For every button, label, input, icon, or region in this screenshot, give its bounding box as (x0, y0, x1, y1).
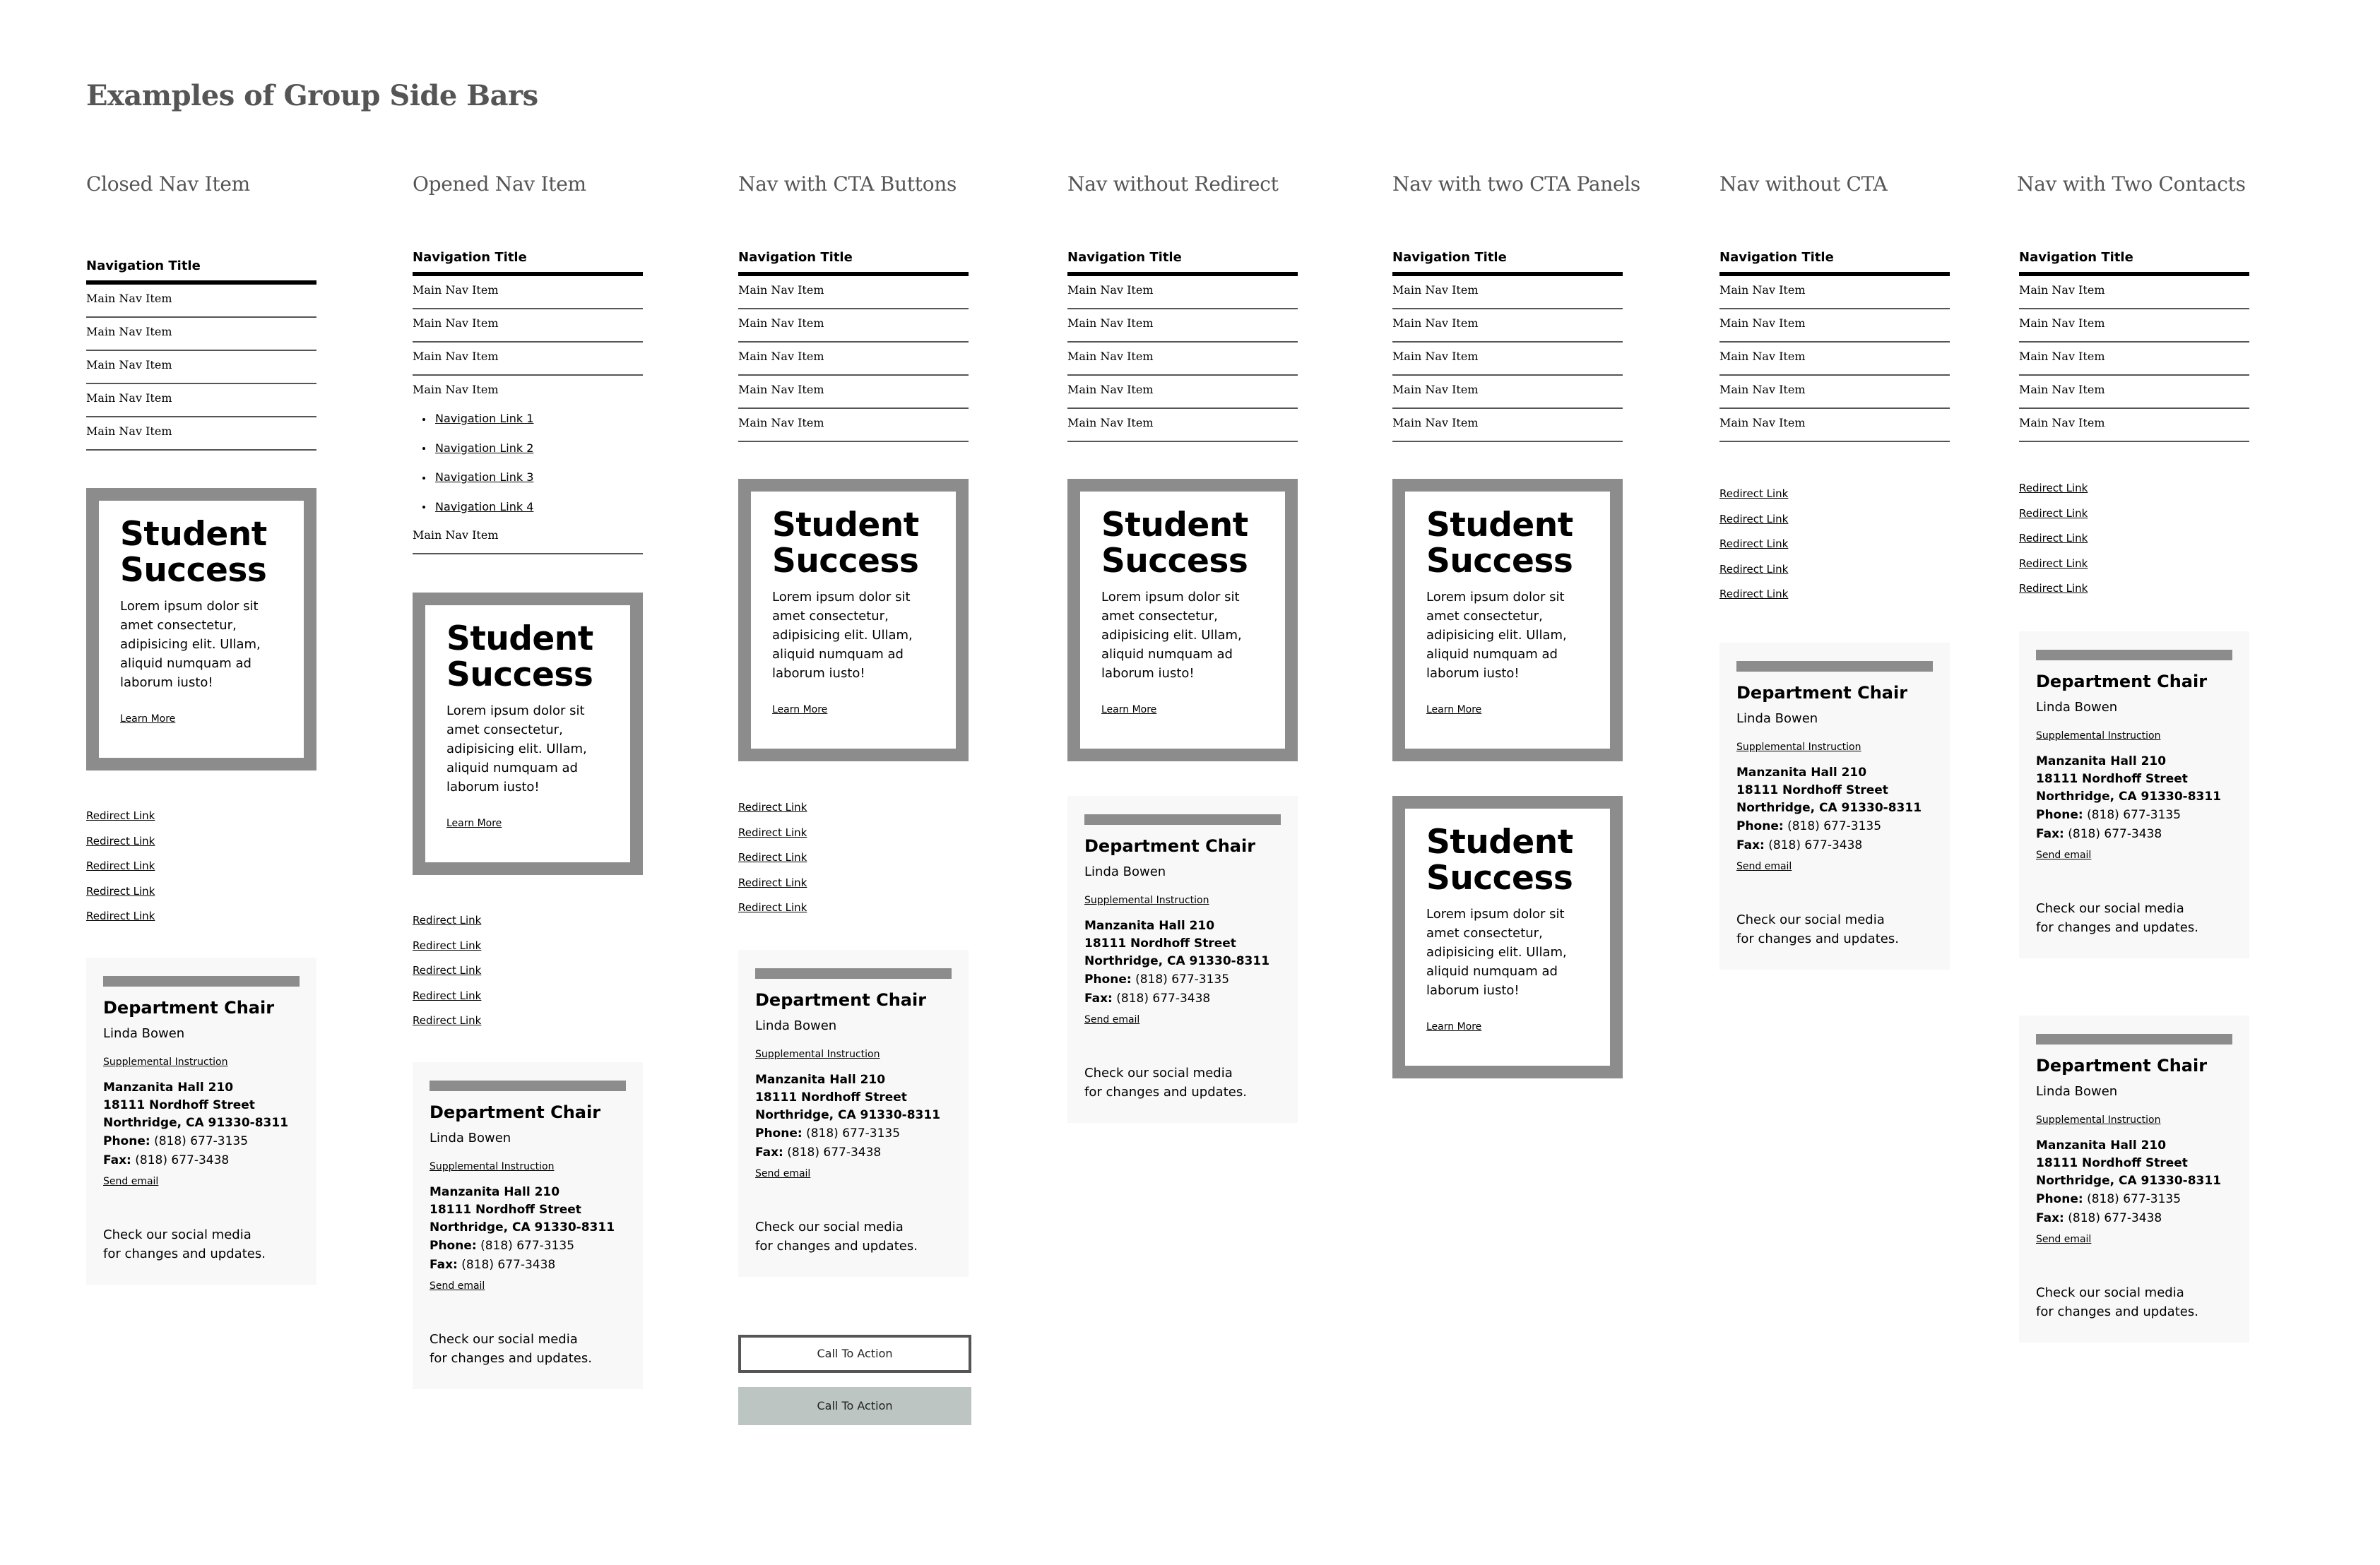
contact-accent-bar (755, 968, 952, 979)
main-nav-item[interactable]: Main Nav Item (86, 351, 316, 384)
learn-more-link[interactable]: Learn More (772, 704, 828, 715)
bullet-icon (422, 418, 425, 421)
call-to-action-filled-button[interactable]: Call To Action (738, 1387, 971, 1425)
cta-title: Student Success (446, 619, 593, 694)
send-email-link[interactable]: Send email (430, 1280, 485, 1292)
send-email-link[interactable]: Send email (755, 1168, 811, 1179)
main-nav-item[interactable]: Main Nav Item (1067, 276, 1298, 309)
contact-accent-bar (103, 976, 300, 987)
sub-nav-item (413, 434, 643, 463)
sub-nav-item (413, 492, 643, 522)
redirect-link[interactable]: Redirect Link (738, 901, 807, 914)
redirect-links (86, 805, 316, 931)
contact-phone: Phone: (818) 677-3135 (103, 1134, 249, 1148)
contact-fax: Fax: (818) 677-3438 (103, 1153, 230, 1167)
redirect-link[interactable]: Redirect Link (86, 884, 155, 898)
contact-card (1067, 796, 1298, 1123)
contact-address: Manzanita Hall 210 18111 Nordhoff Street Northridge, CA 91330-8311 (2036, 754, 2222, 804)
contact-name: Linda Bowen (1084, 864, 1166, 879)
contact-fax: Fax: (818) 677-3438 (755, 1146, 882, 1160)
contact-card (2019, 631, 2249, 958)
main-nav-item[interactable]: Main Nav Item (413, 521, 643, 554)
cta-body: Lorem ipsum dolor sit amet consectetur, adipisicing elit. Ullam, aliquid numquam ad laborum iusto! (772, 590, 913, 681)
main-nav-item[interactable]: Main Nav Item (1067, 376, 1298, 409)
cta-title: Student Success (120, 515, 267, 590)
column-heading-cta-buttons: Nav with CTA Buttons (738, 172, 957, 196)
main-nav-item[interactable]: Main Nav Item (738, 309, 969, 343)
cta-panel-second (1392, 796, 1623, 1078)
send-email-link[interactable]: Send email (1084, 1014, 1140, 1025)
column-heading-two-contacts: Nav with Two Contacts (2017, 172, 2246, 196)
column-heading-without-redirect: Nav without Redirect (1067, 172, 1279, 196)
contact-title: Department Chair (1084, 836, 1256, 856)
redirect-links (2019, 477, 2249, 603)
main-nav-item[interactable]: Main Nav Item (1719, 376, 1950, 409)
contact-title: Department Chair (1736, 683, 1908, 703)
cta-body: Lorem ipsum dolor sit amet consectetur, adipisicing elit. Ullam, aliquid numquam ad laborum iusto! (120, 599, 261, 690)
redirect-links (413, 910, 643, 1035)
nav-title: Navigation Title (738, 250, 969, 276)
main-nav-item[interactable]: Main Nav Item (1719, 276, 1950, 309)
cta-panel (1392, 479, 1623, 761)
navigation-link-2[interactable]: Navigation Link 2 (435, 441, 534, 455)
contact-card (86, 958, 316, 1285)
bullet-icon (422, 447, 425, 450)
learn-more-link[interactable]: Learn More (446, 818, 502, 829)
contact-address: Manzanita Hall 210 18111 Nordhoff Street Northridge, CA 91330-8311 (2036, 1138, 2222, 1188)
redirect-link[interactable]: Redirect Link (86, 859, 155, 872)
contact-social-note: Check our social media for changes and updates. (103, 1227, 266, 1261)
contact-fax: Fax: (818) 677-3438 (2036, 1211, 2162, 1225)
main-nav-item[interactable]: Main Nav Item (1392, 409, 1623, 442)
send-email-link[interactable]: Send email (2036, 850, 2092, 861)
send-email-link[interactable]: Send email (2036, 1234, 2092, 1245)
redirect-link[interactable]: Redirect Link (413, 939, 482, 952)
redirect-link[interactable]: Redirect Link (738, 801, 807, 814)
sidebar-two-cta-panels (1392, 250, 1623, 442)
navigation-link-3[interactable]: Navigation Link 3 (435, 470, 534, 484)
redirect-link[interactable]: Redirect Link (86, 834, 155, 847)
contact-social-note: Check our social media for changes and updates. (2036, 1285, 2198, 1319)
learn-more-link[interactable]: Learn More (1426, 1021, 1482, 1033)
bullet-icon (422, 477, 425, 480)
nav-title: Navigation Title (2019, 250, 2249, 276)
redirect-link[interactable]: Redirect Link (738, 876, 807, 889)
main-nav-item[interactable]: Main Nav Item (738, 276, 969, 309)
redirect-link[interactable]: Redirect Link (2019, 506, 2088, 520)
main-nav-item[interactable]: Main Nav Item (1392, 276, 1623, 309)
contact-social-note: Check our social media for changes and updates. (755, 1220, 918, 1254)
main-nav-item[interactable]: Main Nav Item (2019, 376, 2249, 409)
main-nav-item[interactable]: Main Nav Item (86, 318, 316, 351)
main-nav-item[interactable]: Main Nav Item (1392, 376, 1623, 409)
column-heading-opened-nav: Opened Nav Item (413, 172, 586, 196)
contact-card (413, 1062, 643, 1389)
contact-title: Department Chair (755, 990, 927, 1010)
supplemental-instruction-link[interactable]: Supplemental Instruction (430, 1161, 555, 1172)
redirect-link[interactable]: Redirect Link (413, 1014, 482, 1027)
cta-body: Lorem ipsum dolor sit amet consectetur, adipisicing elit. Ullam, aliquid numquam ad laborum iusto! (1101, 590, 1242, 681)
nav-title: Navigation Title (1719, 250, 1950, 276)
learn-more-link[interactable]: Learn More (120, 713, 176, 725)
sidebar-closed-nav (86, 258, 316, 451)
redirect-links (1719, 483, 1950, 609)
contact-social-note: Check our social media for changes and updates. (1084, 1066, 1247, 1100)
main-nav-item[interactable]: Main Nav Item (2019, 276, 2249, 309)
call-to-action-outline-button[interactable]: Call To Action (738, 1335, 971, 1373)
redirect-link[interactable]: Redirect Link (738, 851, 807, 864)
contact-phone: Phone: (818) 677-3135 (2036, 808, 2181, 822)
contact-address: Manzanita Hall 210 18111 Nordhoff Street Northridge, CA 91330-8311 (1084, 919, 1270, 968)
contact-name: Linda Bowen (2036, 700, 2118, 715)
main-nav-item[interactable]: Main Nav Item (1392, 343, 1623, 376)
redirect-link[interactable]: Redirect Link (86, 809, 155, 822)
contact-social-note: Check our social media for changes and updates. (1736, 912, 1899, 946)
cta-buttons (738, 1335, 969, 1425)
main-nav-item[interactable]: Main Nav Item (738, 376, 969, 409)
contact-card (738, 950, 969, 1277)
learn-more-link[interactable]: Learn More (1101, 704, 1157, 715)
main-nav-item[interactable]: Main Nav Item (86, 417, 316, 451)
contact-address: Manzanita Hall 210 18111 Nordhoff Street Northridge, CA 91330-8311 (103, 1081, 289, 1130)
main-nav-item[interactable]: Main Nav Item (1067, 409, 1298, 442)
nav-title: Navigation Title (86, 258, 316, 285)
contact-fax: Fax: (818) 677-3438 (1084, 992, 1211, 1006)
contact-name: Linda Bowen (1736, 711, 1818, 726)
contact-address: Manzanita Hall 210 18111 Nordhoff Street Northridge, CA 91330-8311 (755, 1073, 941, 1122)
contact-name: Linda Bowen (103, 1026, 185, 1041)
cta-title: Student Success (1426, 506, 1573, 581)
main-nav-item[interactable]: Main Nav Item (2019, 343, 2249, 376)
contact-title: Department Chair (2036, 672, 2208, 691)
column-heading-closed-nav: Closed Nav Item (86, 172, 250, 196)
redirect-link[interactable]: Redirect Link (2019, 532, 2088, 545)
main-nav-item[interactable]: Main Nav Item (86, 285, 316, 318)
cta-panel (1067, 479, 1298, 761)
redirect-link[interactable]: Redirect Link (2019, 482, 2088, 494)
contact-fax: Fax: (818) 677-3438 (430, 1258, 556, 1272)
contact-social-note: Check our social media for changes and updates. (430, 1332, 592, 1366)
contact-fax: Fax: (818) 677-3438 (1736, 838, 1863, 852)
contact-card (1719, 643, 1950, 970)
cta-panel (86, 488, 316, 770)
cta-body: Lorem ipsum dolor sit amet consectetur, adipisicing elit. Ullam, aliquid numquam ad laborum iusto! (446, 703, 587, 795)
contact-phone: Phone: (818) 677-3135 (1084, 972, 1230, 987)
contact-social-note: Check our social media for changes and updates. (2036, 901, 2198, 935)
main-nav-item[interactable]: Main Nav Item (1067, 309, 1298, 343)
cta-body: Lorem ipsum dolor sit amet consectetur, adipisicing elit. Ullam, aliquid numquam ad laborum iusto! (1426, 907, 1567, 998)
cta-title: Student Success (772, 506, 919, 581)
main-nav-item[interactable]: Main Nav Item (738, 409, 969, 442)
redirect-link[interactable]: Redirect Link (738, 826, 807, 839)
supplemental-instruction-link[interactable]: Supplemental Instruction (755, 1049, 880, 1060)
contact-name: Linda Bowen (755, 1018, 837, 1033)
redirect-link[interactable]: Redirect Link (1719, 588, 1789, 600)
contact-title: Department Chair (2036, 1056, 2208, 1076)
contact-phone: Phone: (818) 677-3135 (1736, 819, 1882, 833)
contact-phone: Phone: (818) 677-3135 (2036, 1192, 2181, 1206)
main-nav-item[interactable]: Main Nav Item (1719, 409, 1950, 442)
contact-accent-bar (1736, 661, 1933, 672)
contact-accent-bar (430, 1081, 626, 1091)
contact-card-second (2019, 1016, 2249, 1343)
supplemental-instruction-link[interactable]: Supplemental Instruction (103, 1057, 228, 1068)
contact-phone: Phone: (818) 677-3135 (430, 1239, 575, 1253)
main-nav-item[interactable]: Main Nav Item (86, 384, 316, 417)
supplemental-instruction-link[interactable]: Supplemental Instruction (1084, 895, 1209, 906)
main-nav-item[interactable]: Main Nav Item (413, 309, 643, 343)
main-nav-item[interactable]: Main Nav Item (1719, 343, 1950, 376)
column-heading-two-cta-panels: Nav with two CTA Panels (1392, 172, 1640, 196)
contact-address: Manzanita Hall 210 18111 Nordhoff Street Northridge, CA 91330-8311 (430, 1185, 615, 1234)
redirect-link[interactable]: Redirect Link (413, 914, 482, 927)
cta-title: Student Success (1101, 506, 1248, 581)
contact-fax: Fax: (818) 677-3438 (2036, 827, 2162, 841)
sub-nav-list (413, 404, 643, 521)
contact-address: Manzanita Hall 210 18111 Nordhoff Street Northridge, CA 91330-8311 (1736, 766, 1922, 815)
cta-panel (413, 593, 643, 875)
contact-accent-bar (2036, 650, 2232, 660)
redirect-links (738, 797, 969, 922)
redirect-link[interactable]: Redirect Link (1719, 537, 1789, 550)
cta-body: Lorem ipsum dolor sit amet consectetur, adipisicing elit. Ullam, aliquid numquam ad laborum iusto! (1426, 590, 1567, 681)
cta-panel (738, 479, 969, 761)
sub-nav-item (413, 404, 643, 434)
redirect-link[interactable]: Redirect Link (2019, 582, 2088, 595)
learn-more-link[interactable]: Learn More (1426, 704, 1482, 715)
contact-accent-bar (1084, 814, 1281, 825)
redirect-link[interactable]: Redirect Link (413, 964, 482, 977)
contact-phone: Phone: (818) 677-3135 (755, 1126, 901, 1141)
nav-title: Navigation Title (1067, 250, 1298, 276)
cta-title: Student Success (1426, 823, 1573, 898)
redirect-link[interactable]: Redirect Link (1719, 562, 1789, 576)
redirect-link[interactable]: Redirect Link (413, 989, 482, 1002)
send-email-link[interactable]: Send email (1736, 861, 1792, 872)
redirect-link[interactable]: Redirect Link (86, 910, 155, 922)
main-nav-item[interactable]: Main Nav Item (738, 343, 969, 376)
navigation-link-1[interactable]: Navigation Link 1 (435, 412, 534, 425)
main-nav-item[interactable]: Main Nav Item (1392, 309, 1623, 343)
supplemental-instruction-link[interactable]: Supplemental Instruction (1736, 742, 1861, 753)
sidebar-without-redirect (1067, 250, 1298, 442)
nav-title: Navigation Title (413, 250, 643, 276)
sidebar-two-contacts (2019, 250, 2249, 442)
redirect-link[interactable]: Redirect Link (1719, 512, 1789, 525)
sidebar-cta-buttons (738, 250, 969, 442)
contact-title: Department Chair (103, 998, 275, 1018)
main-nav-item[interactable]: Main Nav Item (2019, 309, 2249, 343)
redirect-link[interactable]: Redirect Link (1719, 487, 1789, 500)
supplemental-instruction-link[interactable]: Supplemental Instruction (2036, 1114, 2161, 1126)
contact-name: Linda Bowen (2036, 1084, 2118, 1099)
sidebar-without-cta (1719, 250, 1950, 442)
sub-nav-item (413, 463, 643, 492)
main-nav-item[interactable]: Main Nav Item (2019, 409, 2249, 442)
contact-title: Department Chair (430, 1102, 601, 1122)
sidebar-opened-nav (413, 250, 643, 554)
nav-title: Navigation Title (1392, 250, 1623, 276)
page-title: Examples of Group Side Bars (86, 79, 538, 112)
navigation-link-4[interactable]: Navigation Link 4 (435, 499, 534, 513)
send-email-link[interactable]: Send email (103, 1176, 159, 1187)
column-heading-without-cta: Nav without CTA (1719, 172, 1888, 196)
main-nav-item[interactable]: Main Nav Item (1719, 309, 1950, 343)
main-nav-item[interactable]: Main Nav Item (413, 343, 643, 376)
supplemental-instruction-link[interactable]: Supplemental Instruction (2036, 730, 2161, 742)
main-nav-item[interactable]: Main Nav Item (1067, 343, 1298, 376)
redirect-link[interactable]: Redirect Link (2019, 557, 2088, 570)
main-nav-item[interactable]: Main Nav Item (413, 276, 643, 309)
bullet-icon (422, 506, 425, 508)
main-nav-item-expanded[interactable]: Main Nav Item (413, 383, 499, 396)
contact-name: Linda Bowen (430, 1131, 511, 1146)
contact-accent-bar (2036, 1034, 2232, 1045)
